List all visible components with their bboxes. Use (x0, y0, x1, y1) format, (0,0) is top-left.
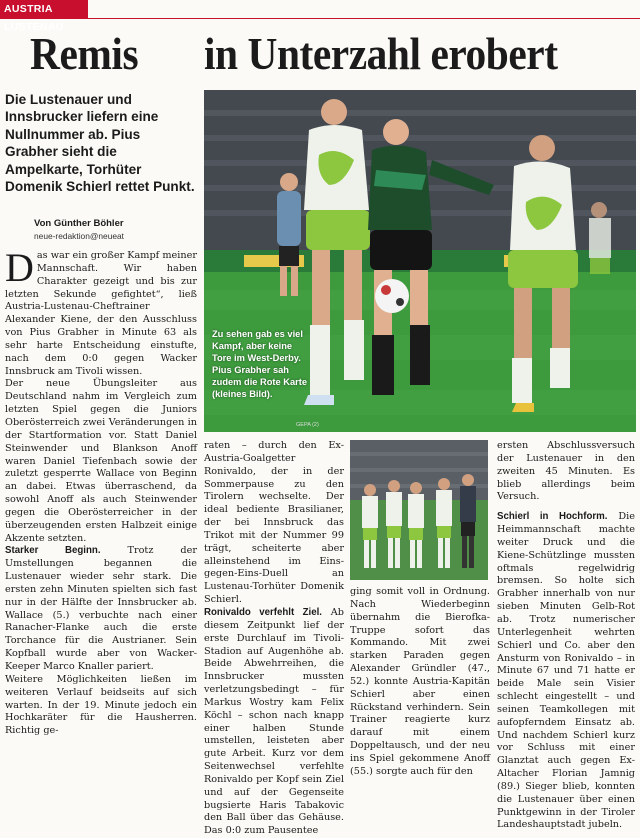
main-photo (204, 90, 636, 432)
section-label: AUSTRIA LUSTENAU (0, 0, 88, 18)
paragraph: ersten Abschlussversuch der Lustenauer in den zweiten 45 Minuten. Es blieb allerdings beim Versuch. (497, 440, 635, 503)
byline-author: Von Günther Böhler (34, 218, 124, 229)
subheading: Starker Beginn. (5, 545, 101, 557)
drop-cap: D (5, 245, 34, 290)
article-column-3 (350, 586, 490, 777)
paragraph: Schierl in Hochform. Die Heimmannschaft machte weiter Druck und die Kiene-Schützlinge mussten oftmals regelwidrig bremsen. So holte sich Grabher innerhalb von nur sieben Minuten Gelb-Rot ab. Trotz numerischer Unterlegenheit wehrten Schierl und Co. aber den Ansturm von Ronivaldo – in Minute 67 und 71 hatte er beide Male sein Visier schlecht eingestellt – und seinen Teamkollegen mit aufopferndem Einsatz ab. Und nachdem Schierl kurz vor Schluss mit einer Glanztat auch gegen Ex-Altacher Florian Jamnig (89.) Sieger blieb, konnten die Lustenauer über einen Punktgewinn in der Tiroler Landeshauptstadt jubeln. (497, 511, 635, 831)
paragraph: Der neue Übungsleiter aus Deutschland nahm im Vergleich zum letzten Spiel gegen die Juniors Oberösterreich zwei Veränderungen in der Startformation vor. Statt Daniel Steinwender und Blankson Anoff waren Daniel Tiefenbach sowie der zuletzt gesperrte Wallace von Beginn an dabei. Etwas überraschend, da sowohl Anoff als auch Steinwender gegen die Oberösterreicher in der überzeugenden ersten Halbzeit einige Akzente setzten. (5, 378, 197, 544)
paragraph: raten – durch den Ex-Austria-Goalgetter Ronivaldo, der in der Sommerpause zu den Tirolern wechselte. Der ideal bediente Brasilianer, der bei Innsbruck das Trikot mit der Nummer 99 trägt, scheiterte aber alleinstehend im Eins-gegen-Eins-Duell an Lustenau-Torhüter Domenik Schierl. (204, 440, 344, 606)
paragraph: Weitere Möglichkeiten ließen im weiteren Verlauf beidseits auf sich warten. In der 19. Minute jedoch ein Hochkaräter für die Hausherren. Richtig ge- (5, 673, 197, 737)
headline-part-1: Remis (30, 28, 139, 79)
paragraph: Starker Beginn. Trotz der Umstellungen begannen die Lustenauer wieder sehr stark. Die ersten zehn Minuten spielten sich fast nur in der Hälfte der Innsbrucker ab. Wallace (5.) verbuchte nach einer Ranacher-Flanke auch die erste Torchance für die Austrianer. Sein Kopfball wurde aber von Wacker-Keeper Marco Knaller pariert. (5, 545, 197, 672)
section-rule (0, 18, 640, 19)
football-icon (375, 279, 409, 313)
paragraph: Das war ein großer Kampf meiner Mannschaft. Wir haben Charakter gezeigt und bis zur letzten Sekunde gefightet“, ließ Austria-Lustenau-Cheftrainer Alexander Kiene, der den Ausschluss von Pius Grabher in Minute 63 als sehr harte Entscheidung einstufte, nach dem 0:0 gegen Wacker Innsbruck am Tivoli wissen. (5, 245, 197, 377)
subheading: Ronivaldo verfehlt Ziel. (204, 606, 322, 618)
article-column-4 (497, 440, 635, 831)
byline-email: neue-redaktion@neueat (34, 231, 124, 241)
photo-caption: Zu sehen gab es viel Kampf, aber keine Tore im West-Derby. Pius Grabher sah zudem die Rote Karte (kleines Bild). (212, 329, 308, 399)
red-card-scene-illustration (350, 440, 488, 580)
article-column-2 (204, 440, 344, 837)
article-lead: Die Lustenauer und Innsbrucker liefern eine Nullnummer ab. Pius Grabher sieht die Ampelkarte, Torhüter Domenik Schierl rettet Punkt. (5, 92, 195, 195)
headline-part-2: in Unterzahl erobert (204, 28, 558, 79)
photo-credit: GEPA (2) (296, 422, 319, 428)
paragraph: ging somit voll in Ordnung. Nach Wiederbeginn übernahm die Bierofka-Truppe sofort das Kommando. Mit zwei starken Paraden gegen Alexander Gründler (47., 52.) konnte Austria-Kapitän Schierl aber einen Rückstand verhindern. Sein Trainer reagierte kurz darauf mit einem Doppeltausch, und der neu ins Spiel gekommene Anoff (55.) sorgte auch für den (350, 586, 490, 777)
subheading: Schierl in Hochform. (497, 511, 608, 523)
paragraph: Ronivaldo verfehlt Ziel. Ab diesem Zeitpunkt lief der erste Durchlauf im Tivoli-Stadion auf Augenhöhe ab. Beide Abwehrreihen, die Innsbrucker mussten verletzungsbedingt – für Markus Wostry kam Felix Köchl – schon nach knapp einer halben Stunde umstellen, leisteten aber gute Arbeit. Kurz vor dem Seitenwechsel verfehlte Ronivaldo per Kopf sein Ziel und auf der Gegenseite bugsierte Haris Tabakovic den Ball über das Gehäuse. Das 0:0 zum Pausentee (204, 606, 344, 837)
small-photo (350, 440, 488, 580)
article-column-1 (5, 245, 197, 748)
